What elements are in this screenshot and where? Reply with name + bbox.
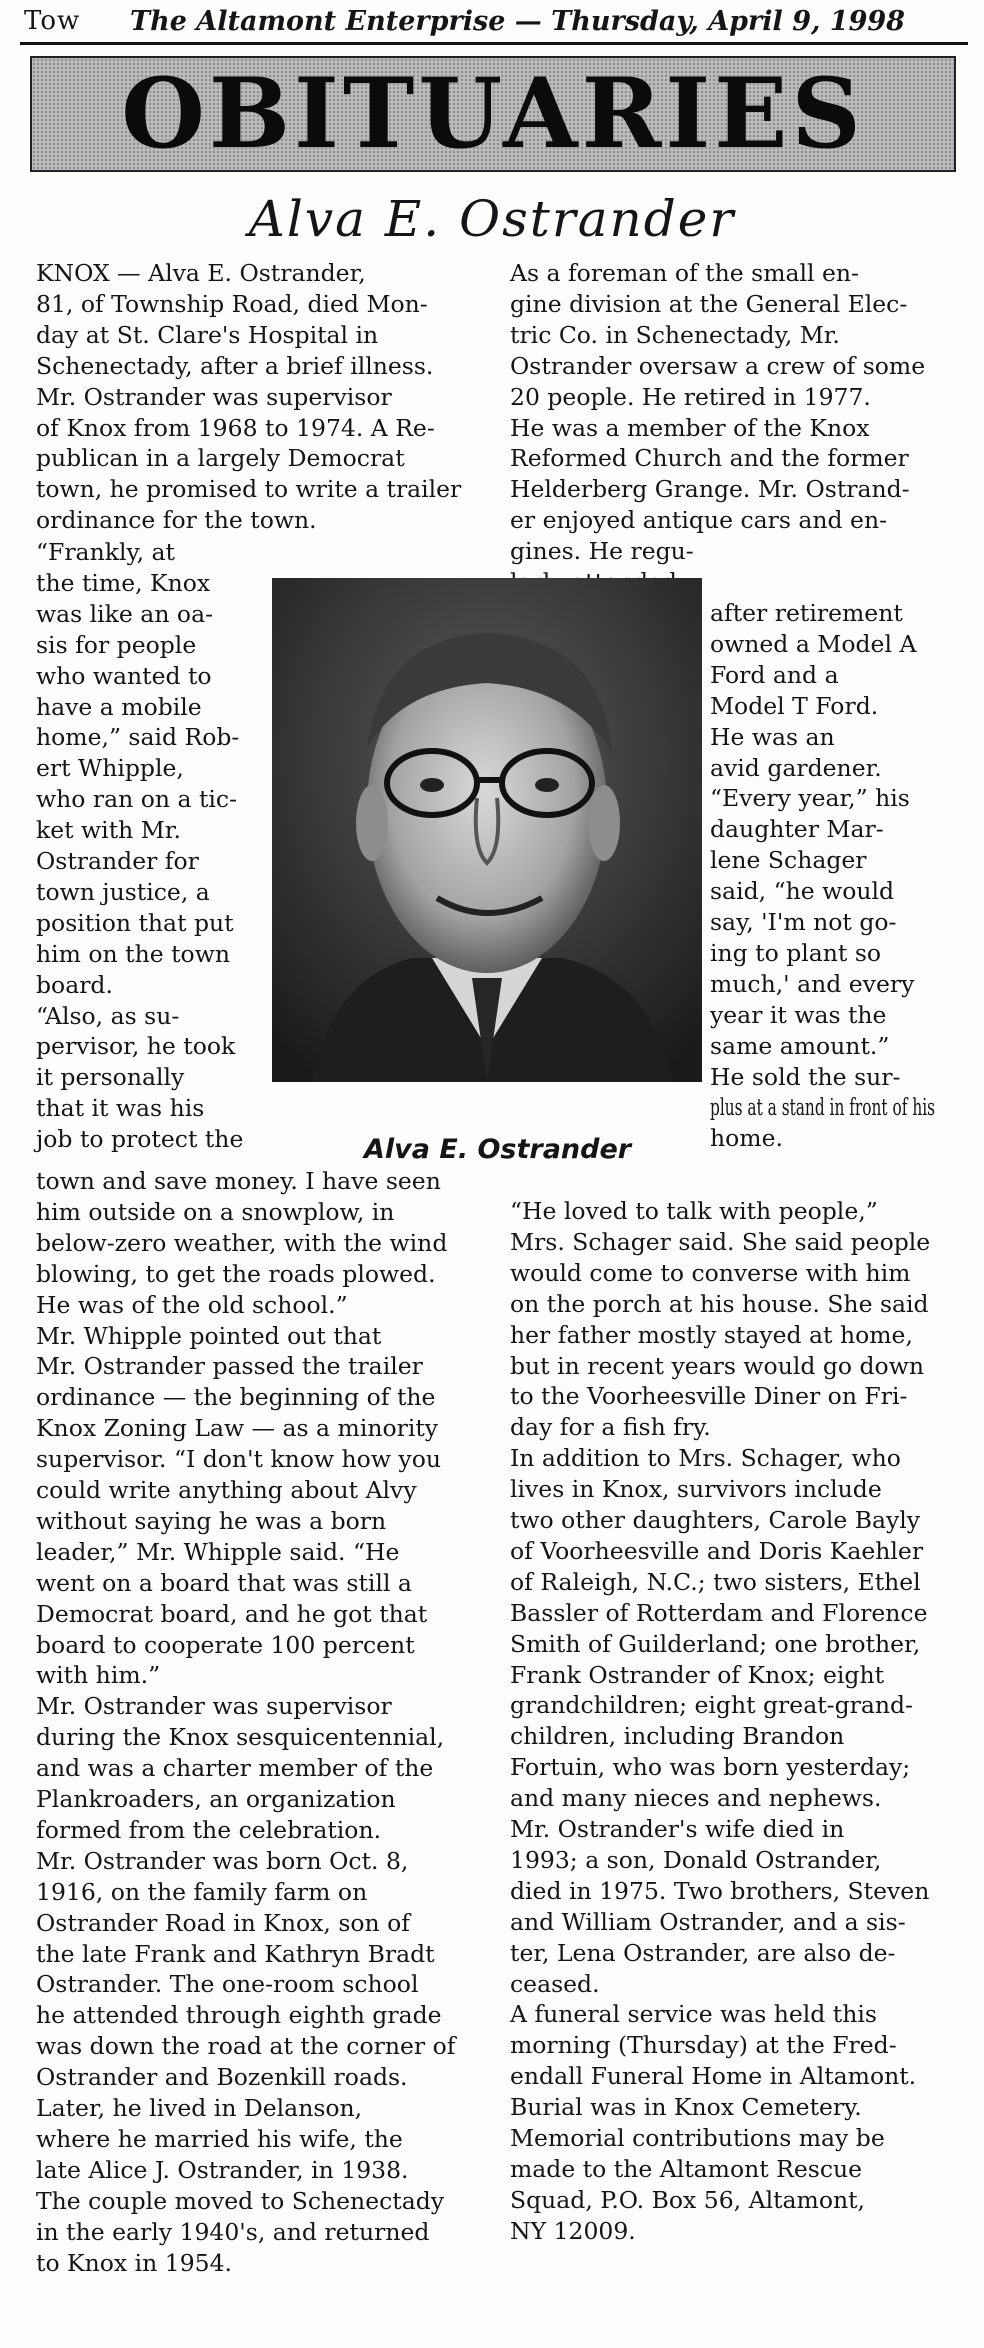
- article-line: Frank Ostrander of Knox; eight: [510, 1660, 885, 1689]
- article-line: her father mostly stayed at home,: [510, 1320, 913, 1349]
- article-line: to the Voorheesville Diner on Fri-: [510, 1382, 908, 1411]
- article-line: A funeral service was held this: [510, 2000, 877, 2029]
- article-line: avid gardener.: [710, 753, 882, 782]
- article-line: went on a board that was still a: [36, 1568, 412, 1597]
- article-line: where he married his wife, the: [36, 2124, 403, 2153]
- article-line: job to protect the: [36, 1125, 244, 1154]
- article-line: The couple moved to Schenectady: [36, 2186, 445, 2215]
- article-line: ordinance — the beginning of the: [36, 1383, 436, 1412]
- dateline: The Altamont Enterprise — Thursday, April 9, 1998: [130, 6, 905, 37]
- article-line: leader,” Mr. Whipple said. “He: [36, 1537, 400, 1566]
- article-headline: Alva E. Ostrander: [248, 190, 736, 248]
- article-line: Ostrander for: [36, 847, 199, 875]
- article-line: owned a Model A: [710, 629, 917, 658]
- article-line: ceased.: [510, 1969, 600, 1998]
- article-line: Burial was in Knox Cemetery.: [510, 2093, 862, 2122]
- article-line: “Also, as su-: [36, 1001, 180, 1030]
- article-line: er enjoyed antique cars and en-: [510, 506, 888, 535]
- article-line: who ran on a tic-: [36, 785, 238, 814]
- article-line: of Raleigh, N.C.; two sisters, Ethel: [510, 1567, 921, 1596]
- article-line: Reformed Church and the former: [510, 444, 909, 473]
- article-line: of Voorheesville and Doris Kaehler: [510, 1536, 924, 1565]
- article-line: NY 12009.: [510, 2216, 636, 2245]
- article-line: 20 people. He retired in 1977.: [510, 382, 871, 411]
- article-line: to Knox in 1954.: [36, 2248, 233, 2277]
- article-line: on the porch at his house. She said: [510, 1289, 929, 1318]
- article-line: two other daughters, Carole Bayly: [510, 1506, 921, 1534]
- section-label: Tow: [24, 6, 81, 36]
- article-line: ordinance for the town.: [36, 506, 317, 535]
- article-line: the time, Knox: [36, 568, 211, 597]
- article-line: Memorial contributions may be: [510, 2124, 885, 2152]
- article-line: Ford and a: [710, 660, 839, 689]
- article-line: “He loved to talk with people,”: [510, 1197, 878, 1225]
- article-line: blowing, to get the roads plowed.: [36, 1259, 436, 1288]
- article-line: gines. He regu-: [510, 537, 694, 566]
- article-line: him on the town: [36, 939, 230, 968]
- article-line: morning (Thursday) at the Fred-: [510, 2031, 897, 2060]
- article-line: ing to plant so: [710, 938, 882, 967]
- header-rule: [20, 42, 968, 45]
- article-line: board to cooperate 100 percent: [36, 1630, 415, 1659]
- article-line: home,” said Rob-: [36, 723, 240, 752]
- article-line: died in 1975. Two brothers, Steven: [510, 1876, 930, 1905]
- article-line: Mr. Ostrander was born Oct. 8,: [36, 1846, 409, 1875]
- article-line: Ostrander and Bozenkill roads.: [36, 2063, 408, 2092]
- article-line: children, including Brandon: [510, 1722, 845, 1751]
- article-line: was like an oa-: [36, 599, 214, 628]
- article-line: and many nieces and nephews.: [510, 1784, 882, 1813]
- article-line: him outside on a snowplow, in: [36, 1197, 395, 1226]
- article-line: said, “he would: [710, 877, 895, 906]
- article-line: day for a fish fry.: [510, 1413, 711, 1442]
- article-line: Democrat board, and he got that: [36, 1599, 428, 1628]
- article-line: gine division at the General Elec-: [510, 289, 908, 318]
- article-line: Mrs. Schager said. She said people: [510, 1227, 931, 1256]
- article-line: KNOX — Alva E. Ostrander,: [36, 259, 366, 287]
- article-line: He was an: [710, 722, 835, 751]
- portrait-photo: [272, 578, 702, 1082]
- article-line: 1993; a son, Donald Ostrander,: [510, 1845, 882, 1874]
- article-line: year it was the: [710, 1000, 887, 1029]
- article-line: without saying he was a born: [36, 1506, 387, 1535]
- article-line: Bassler of Rotterdam and Florence: [510, 1598, 928, 1627]
- article-line: Ostrander. The one-room school: [36, 1970, 419, 1999]
- article-line: town and save money. I have seen: [36, 1167, 441, 1195]
- article-line: publican in a largely Democrat: [36, 444, 405, 473]
- article-line: made to the Altamont Rescue: [510, 2154, 863, 2183]
- article-line: of Knox from 1968 to 1974. A Re-: [36, 413, 435, 442]
- article-line: sis for people: [36, 630, 197, 659]
- article-line: Plankroaders, an organization: [36, 1785, 396, 1813]
- article-line: but in recent years would go down: [510, 1351, 924, 1380]
- article-line: during the Knox sesquicentennial,: [36, 1723, 445, 1752]
- article-line: As a foreman of the small en-: [510, 259, 859, 287]
- article-line: grandchildren; eight great-grand-: [510, 1691, 913, 1720]
- article-line: have a mobile: [36, 692, 202, 721]
- article-line: board.: [36, 970, 113, 999]
- article-line: Squad, P.O. Box 56, Altamont,: [510, 2185, 866, 2214]
- article-line: lives in Knox, survivors include: [510, 1475, 882, 1504]
- article-line: after retirement: [710, 599, 903, 627]
- article-line: 81, of Township Road, died Mon-: [36, 289, 428, 318]
- article-line: could write anything about Alvy: [36, 1476, 417, 1504]
- article-line: Knox Zoning Law — as a minority: [36, 1414, 439, 1443]
- article-line: say, 'I'm not go-: [710, 908, 897, 936]
- article-line: plus at a stand in front of his: [710, 1093, 936, 1122]
- article-line: He sold the sur-: [710, 1062, 901, 1091]
- article-line: supervisor. “I don't know how you: [36, 1445, 441, 1474]
- article-line: and William Ostrander, and a sis-: [510, 1907, 906, 1936]
- article-line: ert Whipple,: [36, 754, 184, 783]
- article-line: lene Schager: [710, 846, 867, 875]
- article-line: town, he promised to write a trailer: [36, 475, 462, 504]
- article-line: much,' and every: [710, 969, 915, 998]
- article-line: town justice, a: [36, 877, 210, 906]
- article-line: Smith of Guilderland; one brother,: [510, 1629, 921, 1658]
- article-line: Ostrander Road in Knox, son of: [36, 1908, 410, 1937]
- obituaries-banner: [30, 56, 956, 172]
- article-line: He was a member of the Knox: [510, 413, 870, 442]
- article-line: it personally: [36, 1063, 185, 1092]
- page-header: [0, 0, 984, 40]
- article-line: Fortuin, who was born yesterday;: [510, 1753, 911, 1782]
- article-line: Mr. Whipple pointed out that: [36, 1321, 382, 1350]
- article-line: who wanted to: [36, 661, 212, 690]
- banner-title: OBITUARIES: [121, 57, 865, 170]
- article-line: Helderberg Grange. Mr. Ostrand-: [510, 475, 910, 504]
- article-line: late Alice J. Ostrander, in 1938.: [36, 2155, 409, 2184]
- article-line: ter, Lena Ostrander, are also de-: [510, 1938, 896, 1967]
- article-line: Mr. Ostrander's wife died in: [510, 1815, 845, 1843]
- article-line: home.: [710, 1124, 783, 1153]
- article-line: he attended through eighth grade: [36, 2001, 442, 2030]
- portrait-image: [272, 578, 702, 1082]
- article-line: Later, he lived in Delanson,: [36, 2094, 363, 2122]
- article-line: “Frankly, at: [36, 538, 176, 566]
- article-line: endall Funeral Home in Altamont.: [510, 2062, 917, 2091]
- article-line: daughter Mar-: [710, 815, 884, 844]
- article-line: pervisor, he took: [36, 1032, 236, 1061]
- article-line: the late Frank and Kathryn Bradt: [36, 1939, 435, 1968]
- article-line: Mr. Ostrander was supervisor: [36, 382, 392, 411]
- article-line: Mr. Ostrander passed the trailer: [36, 1352, 423, 1381]
- article-line: In addition to Mrs. Schager, who: [510, 1444, 901, 1473]
- article-line: same amount.”: [710, 1031, 890, 1060]
- article-line: with him.”: [36, 1661, 161, 1690]
- article-line: Ostrander oversaw a crew of some: [510, 351, 926, 380]
- article-line: would come to converse with him: [510, 1258, 911, 1287]
- article-line: ket with Mr.: [36, 816, 181, 845]
- article-line: and was a charter member of the: [36, 1754, 434, 1783]
- article-line: formed from the celebration.: [36, 1815, 382, 1844]
- article-line: Model T Ford.: [710, 691, 879, 720]
- article-line: 1916, on the family farm on: [36, 1877, 368, 1906]
- article-line: He was of the old school.”: [36, 1290, 348, 1319]
- article-line: was down the road at the corner of: [36, 2032, 456, 2061]
- article-line: “Every year,” his: [710, 784, 910, 813]
- article-line: below-zero weather, with the wind: [36, 1228, 448, 1257]
- article-line: tric Co. in Schenectady, Mr.: [510, 320, 840, 349]
- article-line: position that put: [36, 908, 234, 937]
- article-line: in the early 1940's, and returned: [36, 2217, 430, 2246]
- article-line: Schenectady, after a brief illness.: [36, 351, 434, 380]
- article-line: that it was his: [36, 1094, 205, 1123]
- article-line: Mr. Ostrander was supervisor: [36, 1692, 392, 1721]
- article-line: day at St. Clare's Hospital in: [36, 320, 379, 349]
